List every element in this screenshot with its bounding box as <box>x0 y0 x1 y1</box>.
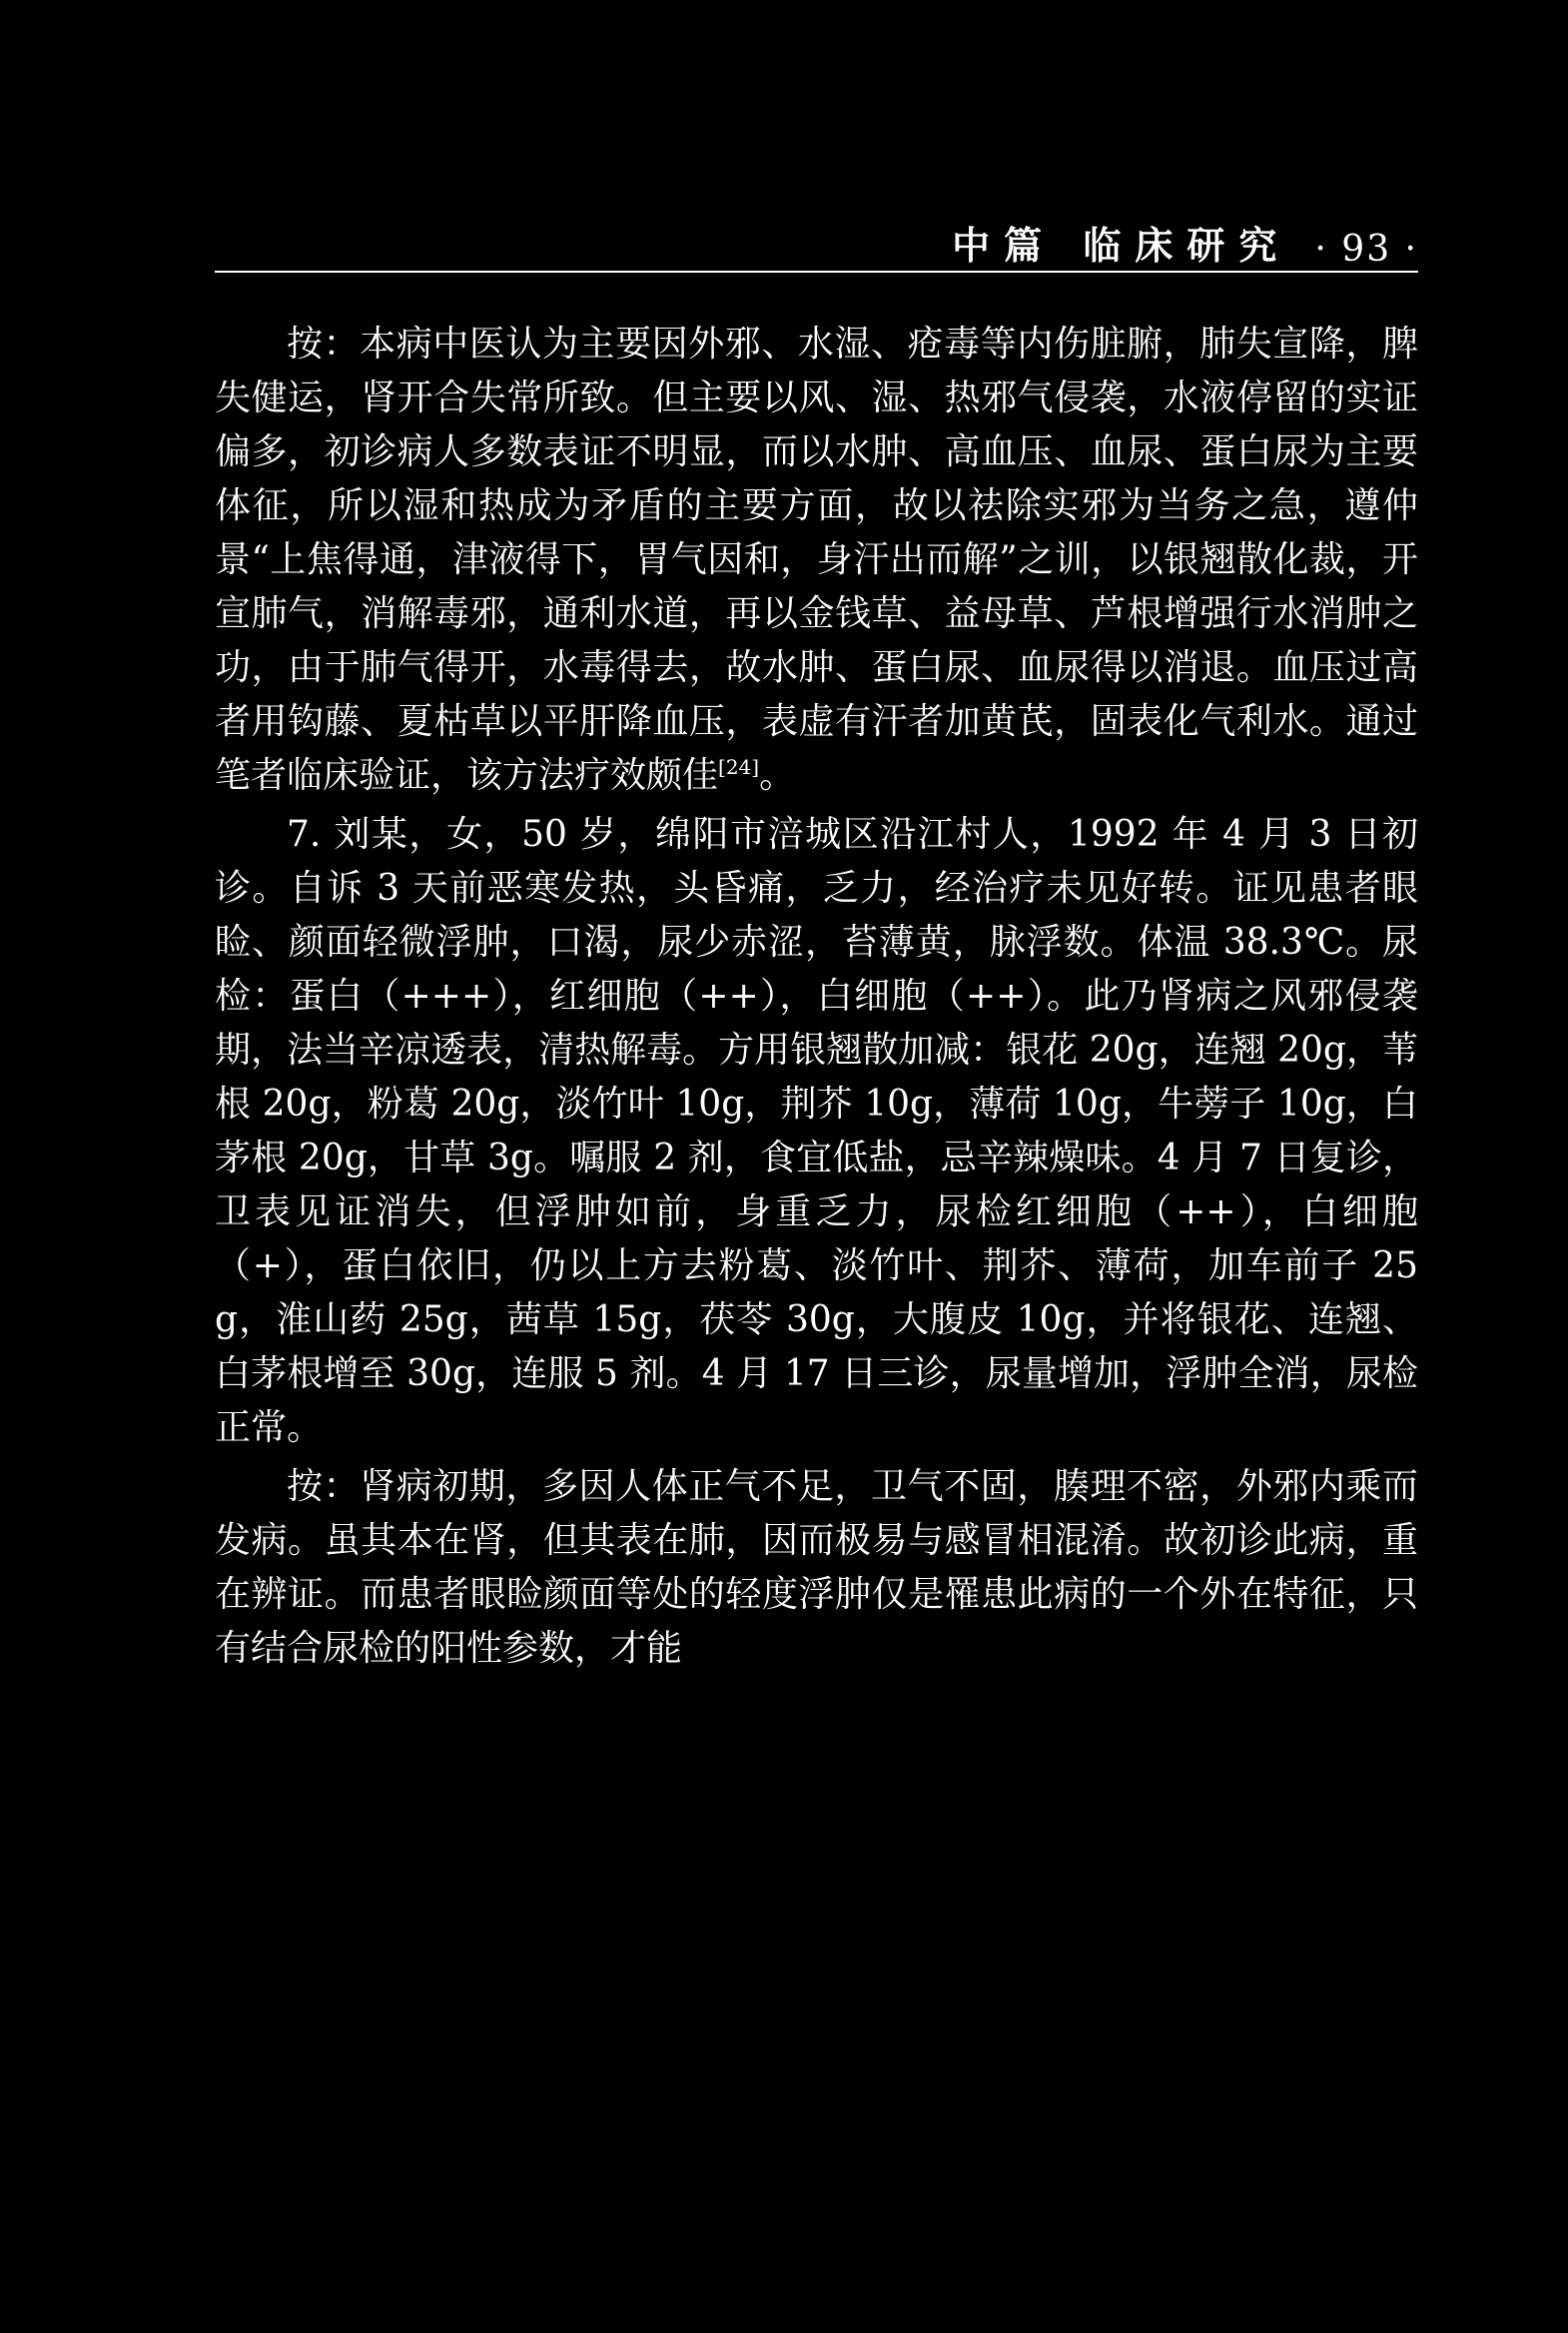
header-divider <box>215 271 1418 273</box>
paragraph-text: 7. 刘某，女，50 岁，绵阳市涪城区沿江村人，1992 年 4 月 3 日初诊。自诉 3 天前恶寒发热，头昏痛，乏力，经治疗未见好转。证见患者眼睑、颜面轻微浮肿，口渴，尿少赤涩，苔薄黄，脉浮数。体温 38.3℃。尿检：蛋白（+++），红细胞（++），白细胞（++）。此乃肾病之风邪侵袭期，法当辛凉透表，清热解毒。方用银翘散加减：银花 20g，连翘 20g，苇根 20g，粉葛 20g，淡竹叶 10g，荆芥 10g，薄荷 10g，牛蒡子 10g，白茅根 20g，甘草 3g。嘱服 2 剂，食宜低盐，忌辛辣燥味。4 月 7 日复诊，卫表见证消失，但浮肿如前，身重乏力，尿检红细胞（++），白细胞（+），蛋白依旧，仍以上方去粉葛、淡竹叶、荆芥、薄荷，加车前子 25g，淮山药 25g，茜草 15g，茯苓 30g，大腹皮 10g，并将银花、连翘、白茅根增至 30g，连服 5 剂。4 月 17 日三诊，尿量增加，浮肿全消，尿检正常。 <box>215 814 1418 1448</box>
running-header-title: 中篇 临床研究 <box>952 223 1291 268</box>
running-header <box>215 200 1418 270</box>
paragraph-commentary-1 <box>215 318 1418 803</box>
paragraph-case-7 <box>215 808 1418 1455</box>
paragraph-commentary-2 <box>215 1460 1418 1676</box>
citation-reference: [24] <box>718 755 760 779</box>
page-number: · 93 · <box>1314 229 1418 270</box>
paragraph-text: 按：本病中医认为主要因外邪、水湿、疮毒等内伤脏腑，肺失宣降，脾失健运，肾开合失常所致。但主要以风、湿、热邪气侵袭，水液停留的实证偏多，初诊病人多数表证不明显，而以水肿、高血压、血尿、蛋白尿为主要体征，所以湿和热成为矛盾的主要方面，故以祛除实邪为当务之急，遵仲景“上焦得通，津液得下，胃气因和，身汗出而解”之训，以银翘散化裁，开宣肺气，消解毒邪，通利水道，再以金钱草、益母草、芦根增强行水消肿之功，由于肺气得开，水毒得去，故水肿、蛋白尿、血尿得以消退。血压过高者用钩藤、夏枯草以平肝降血压，表虚有汗者加黄芪，固表化气利水。通过笔者临床验证，该方法疗效颇佳 <box>215 324 1418 796</box>
body-text <box>215 318 1418 1681</box>
paragraph-text: 按：肾病初期，多因人体正气不足，卫气不固，腠理不密，外邪内乘而发病。虽其本在肾，但其表在肺，因而极易与感冒相混淆。故初诊此病，重在辨证。而患者眼睑颜面等处的轻度浮肿仅是罹患此病的一个外在特征，只有结合尿检的阳性参数，才能 <box>215 1466 1418 1669</box>
paragraph-tail: 。 <box>759 755 796 796</box>
